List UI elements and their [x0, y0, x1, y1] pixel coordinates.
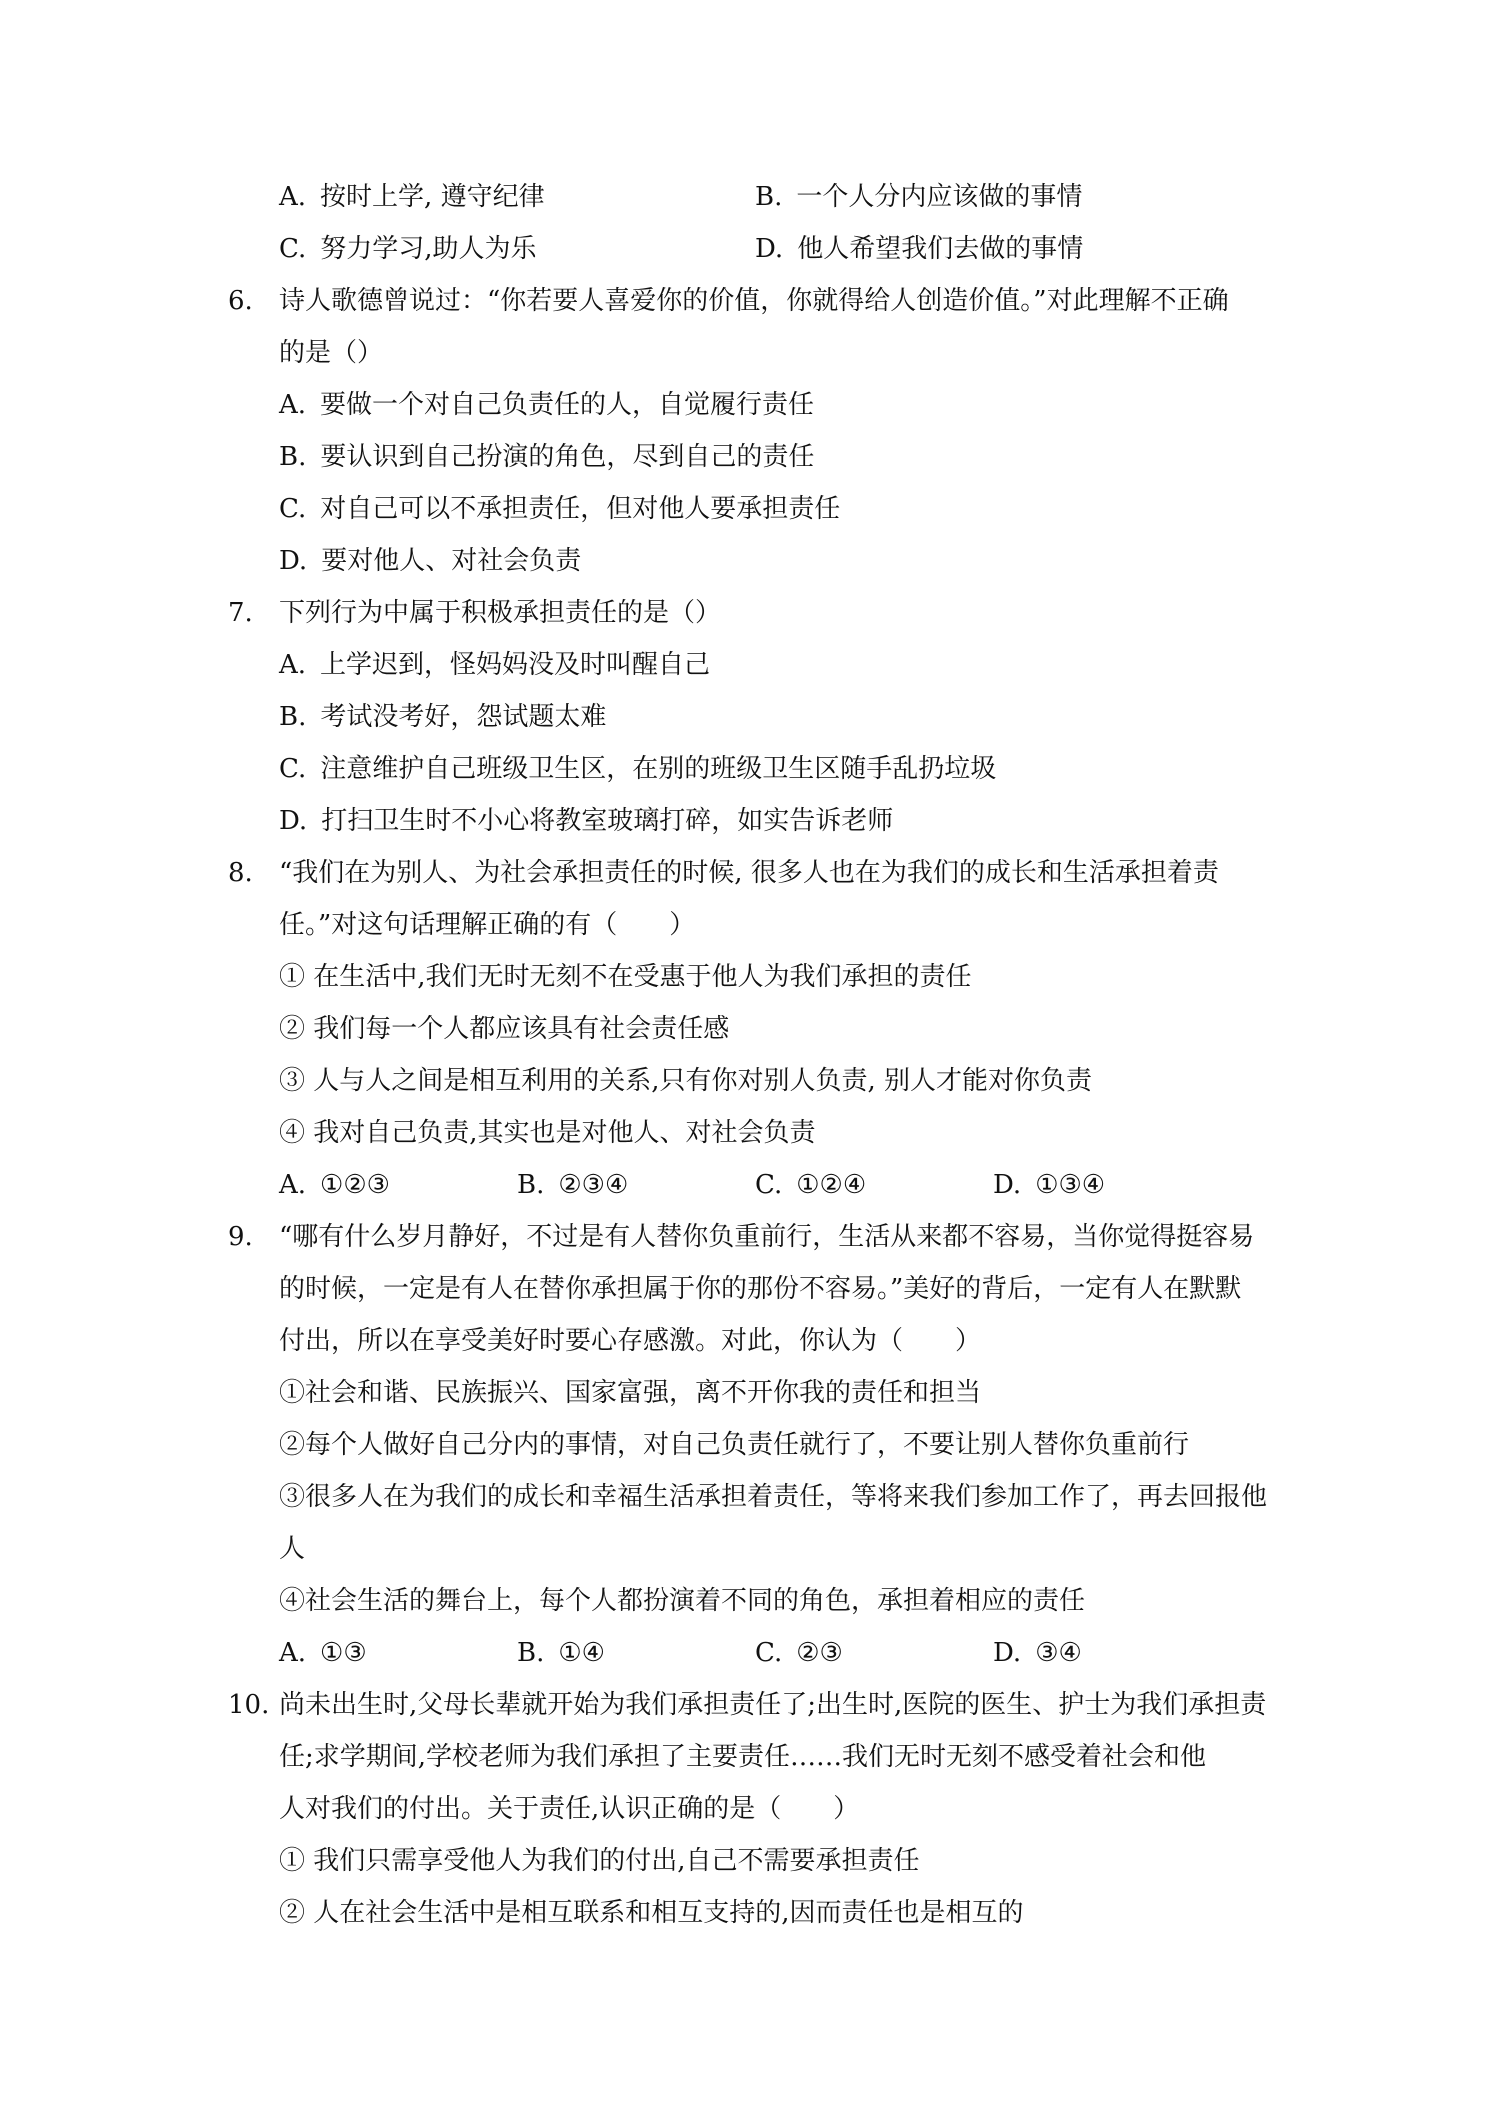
- q8-option-b: [517, 1168, 628, 1202]
- q6-stem-line2: 的是（）: [279, 338, 384, 368]
- option-letter: A.: [279, 1170, 307, 1200]
- option-letter: D.: [993, 1638, 1022, 1668]
- option-letter: A.: [279, 1638, 307, 1668]
- q6-stem-line1: 诗人歌德曾说过：“你若要人喜爱你的价值，你就得给人创造价值。”对此理解不正确: [279, 286, 1229, 316]
- option-text: ①③④: [1035, 1170, 1106, 1200]
- option-text: 考试没考好，怨试题太难: [320, 702, 607, 732]
- q9-stem-line2: 的时候，一定是有人在替你承担属于你的那份不容易。”美好的背后，一定有人在默默: [279, 1274, 1242, 1304]
- q10-statement-2: ② 人在社会生活中是相互联系和相互支持的,因而责任也是相互的: [279, 1898, 1024, 1928]
- option-letter: B.: [279, 702, 307, 732]
- q10-statement-1: ① 我们只需享受他人为我们的付出,自己不需要承担责任: [279, 1846, 920, 1876]
- option-text: ②③④: [558, 1170, 629, 1200]
- q8-stem-line1: “我们在为别人、为社会承担责任的时候, 很多人也在为我们的成长和生活承担着责: [279, 858, 1219, 888]
- q8-statement-3: ③ 人与人之间是相互利用的关系,只有你对别人负责, 别人才能对你负责: [279, 1066, 1093, 1096]
- q6-number: 6.: [228, 286, 253, 316]
- q9-number: 9.: [228, 1222, 253, 1252]
- q5-option-b: [755, 180, 1082, 214]
- q9-statement-3-line2: 人: [279, 1534, 306, 1564]
- q7-number: 7.: [228, 598, 253, 628]
- q5-option-a: [279, 180, 545, 214]
- option-text: 上学迟到，怪妈妈没及时叫醒自己: [320, 650, 711, 680]
- q6-option-b: [279, 440, 814, 474]
- option-letter: B.: [755, 182, 783, 212]
- option-letter: A.: [279, 650, 307, 680]
- q7-option-a: [279, 648, 710, 682]
- q9-statement-4: ④社会生活的舞台上，每个人都扮演着不同的角色，承担着相应的责任: [279, 1586, 1086, 1616]
- option-letter: D.: [755, 234, 784, 264]
- option-text: ①③: [320, 1638, 367, 1668]
- option-letter: D.: [279, 806, 308, 836]
- q6-option-c: [279, 492, 840, 526]
- option-text: 要认识到自己扮演的角色，尽到自己的责任: [320, 442, 815, 472]
- q5-option-c: [279, 232, 537, 266]
- q8-option-a: [279, 1168, 390, 1202]
- q7-stem: 下列行为中属于积极承担责任的是（）: [279, 598, 722, 628]
- q10-stem-line2: 任;求学期间,学校老师为我们承担了主要责任‥‥‥我们无时无刻不感受着社会和他: [279, 1742, 1207, 1772]
- option-text: 努力学习,助人为乐: [320, 234, 537, 264]
- option-letter: C.: [279, 494, 307, 524]
- option-text: 按时上学, 遵守纪律: [320, 182, 545, 212]
- q9-option-d: [993, 1636, 1082, 1670]
- q7-option-b: [279, 700, 606, 734]
- option-letter: B.: [279, 442, 307, 472]
- option-text: 要对他人、对社会负责: [321, 546, 582, 576]
- q9-stem-line3: 付出，所以在享受美好时要心存感激。对此，你认为（ ）: [279, 1326, 982, 1356]
- q9-stem-line1: “哪有什么岁月静好，不过是有人替你负重前行，生活从来都不容易，当你觉得挺容易: [279, 1222, 1255, 1252]
- option-text: ②③: [796, 1638, 843, 1668]
- q9-option-c: [755, 1636, 843, 1670]
- option-letter: B.: [517, 1170, 545, 1200]
- option-letter: D.: [279, 546, 308, 576]
- q9-option-b: [517, 1636, 605, 1670]
- q8-option-c: [755, 1168, 866, 1202]
- q8-statement-2: ② 我们每一个人都应该具有社会责任感: [279, 1014, 730, 1044]
- option-letter: C.: [755, 1638, 783, 1668]
- option-text: 打扫卫生时不小心将教室玻璃打碎，如实告诉老师: [321, 806, 894, 836]
- option-letter: A.: [279, 182, 307, 212]
- option-letter: B.: [517, 1638, 545, 1668]
- option-letter: A.: [279, 390, 307, 420]
- q7-option-d: [279, 804, 893, 838]
- option-letter: C.: [279, 754, 307, 784]
- option-text: 一个人分内应该做的事情: [796, 182, 1083, 212]
- option-letter: D.: [993, 1170, 1022, 1200]
- q10-stem-line1: 尚未出生时,父母长辈就开始为我们承担责任了;出生时,医院的医生、护士为我们承担责: [279, 1690, 1267, 1720]
- q9-option-a: [279, 1636, 367, 1670]
- q8-statement-1: ① 在生活中,我们无时无刻不在受惠于他人为我们承担的责任: [279, 962, 972, 992]
- option-text: 要做一个对自己负责任的人，自觉履行责任: [320, 390, 815, 420]
- option-text: 注意维护自己班级卫生区，在别的班级卫生区随手乱扔垃圾: [320, 754, 997, 784]
- q8-option-d: [993, 1168, 1105, 1202]
- option-letter: C.: [279, 234, 307, 264]
- option-letter: C.: [755, 1170, 783, 1200]
- q7-option-c: [279, 752, 996, 786]
- q8-stem-line2: 任。”对这句话理解正确的有（ ）: [279, 910, 696, 940]
- q9-statement-3-line1: ③很多人在为我们的成长和幸福生活承担着责任，等将来我们参加工作了，再去回报他: [279, 1482, 1268, 1512]
- option-text: ①②③: [320, 1170, 390, 1200]
- option-text: ①④: [558, 1638, 605, 1668]
- q8-number: 8.: [228, 858, 253, 888]
- option-text: 他人希望我们去做的事情: [797, 234, 1084, 264]
- q6-option-a: [279, 388, 814, 422]
- q9-statement-2: ②每个人做好自己分内的事情，对自己负责任就行了，不要让别人替你负重前行: [279, 1430, 1190, 1460]
- q5-option-d: [755, 232, 1083, 266]
- q9-statement-1: ①社会和谐、民族振兴、国家富强，离不开你我的责任和担当: [279, 1378, 982, 1408]
- option-text: ①②④: [796, 1170, 867, 1200]
- q6-option-d: [279, 544, 581, 578]
- q10-number: 10.: [228, 1690, 270, 1720]
- option-text: 对自己可以不承担责任，但对他人要承担责任: [320, 494, 841, 524]
- q8-statement-4: ④ 我对自己负责,其实也是对他人、对社会负责: [279, 1118, 816, 1148]
- option-text: ③④: [1035, 1638, 1082, 1668]
- q10-stem-line3: 人对我们的付出。关于责任,认识正确的是（ ）: [279, 1794, 860, 1824]
